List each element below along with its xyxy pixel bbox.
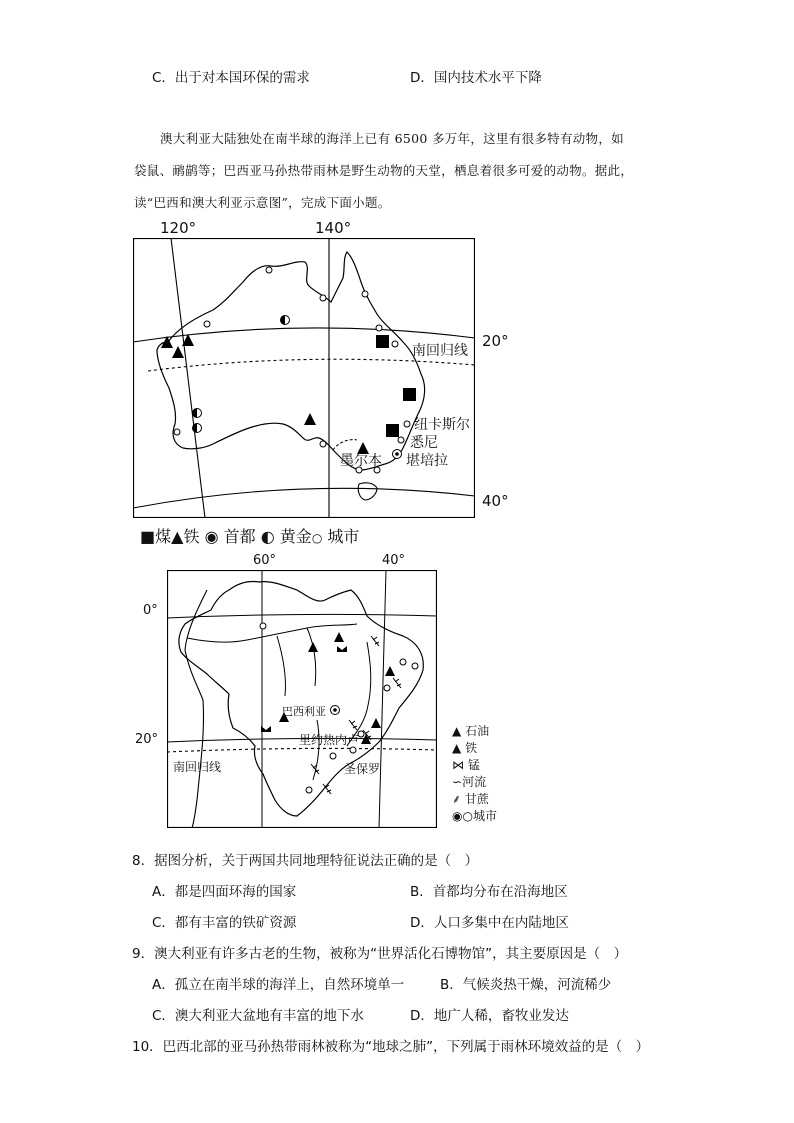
city-marker	[260, 623, 266, 629]
q9-option-c: C．澳大利亚大盆地有丰富的地下水	[152, 1008, 364, 1024]
passage-line-2: 袋鼠、鸸鹋等；巴西亚马孙热带雨林是野生动物的天堂，栖息着很多可爱的动物。据此，	[134, 163, 634, 178]
map-frame	[168, 571, 437, 828]
tropic-label-br: 南回归线	[173, 760, 222, 774]
legend-oil: ▲ 石油	[452, 724, 490, 738]
q9-option-d: D．地广人稀，畜牧业发达	[410, 1008, 569, 1024]
coal-marker	[403, 388, 416, 401]
q8-option-a: A．都是四面环海的国家	[152, 884, 297, 900]
coal-legend-label: 煤	[155, 527, 172, 546]
lat-0-label: 0°	[143, 603, 158, 618]
city-rio-label: 里约热内卢	[299, 733, 360, 747]
city-newcastle-label: 纽卡斯尔	[414, 417, 470, 433]
tropic-label-au: 南回归线	[412, 343, 468, 359]
capital-legend-label: 首都	[223, 527, 256, 546]
city-marker	[204, 321, 210, 327]
gold-marker	[193, 424, 202, 433]
gold-marker	[281, 316, 290, 325]
city-newcastle-marker	[404, 421, 410, 427]
city-marker	[400, 659, 406, 665]
river	[307, 628, 316, 686]
iron-legend-icon: ▲	[171, 527, 184, 546]
q8-stem: 8．据图分析，关于两国共同地理特征说法正确的是（ ）	[132, 853, 479, 869]
q10-stem: 10．巴西北部的亚马孙热带雨林被称为“地球之肺”，下列属于雨林环境效益的是（ ）	[132, 1039, 650, 1055]
city-saopaulo-label: 圣保罗	[344, 762, 381, 776]
city-marker	[376, 325, 382, 331]
city-marker	[320, 295, 326, 301]
q8-option-c: C．都有丰富的铁矿资源	[152, 915, 297, 931]
city-legend-icon: ◉○	[452, 809, 473, 823]
city-sydney-label: 悉尼	[410, 435, 438, 451]
brazil-map-canvas	[167, 570, 437, 828]
city-melbourne-label: 墨尔本	[340, 453, 382, 469]
q9-option-b: B．气候炎热干燥，河流稀少	[440, 977, 612, 993]
lon-120-label: 120°	[160, 219, 197, 237]
coal-legend-icon: ■	[140, 527, 156, 546]
legend-city: ◉○城市	[452, 809, 497, 823]
city-marker	[266, 267, 272, 273]
meridian-40	[379, 570, 386, 828]
equator	[167, 614, 437, 618]
city-marker	[174, 429, 180, 435]
legend-sugarcane: ⸙ 甘蔗	[452, 792, 489, 806]
iron-marker	[334, 632, 344, 642]
iron-marker	[304, 413, 316, 425]
city-marker	[306, 787, 312, 793]
city-marker	[412, 663, 418, 669]
oil-marker	[385, 666, 395, 676]
passage-line-1: 澳大利亚大陆独处在南半球的海洋上已有 6500 多万年，这里有很多特有动物，如	[160, 131, 624, 146]
coal-marker	[386, 424, 399, 437]
lon-60-label: 60°	[253, 553, 277, 568]
river	[277, 636, 286, 696]
city-marker	[362, 291, 368, 297]
gold-marker	[193, 409, 202, 418]
iron-legend-label: 铁	[183, 527, 200, 546]
tasmania-outline	[358, 483, 377, 500]
city-marker	[320, 441, 326, 447]
gold-legend-icon: ◐	[260, 527, 275, 546]
city-legend-label: 城市	[327, 527, 360, 546]
q9-stem: 9．澳大利亚有许多古老的生物，被称为“世界活化石博物馆”，其主要原因是（ ）	[132, 946, 628, 962]
river-legend-icon: ∽	[452, 775, 463, 789]
city-brasilia-label: 巴西利亚	[282, 705, 326, 718]
parallel-40	[133, 488, 475, 508]
q8-option-d: D．人口多集中在内陆地区	[410, 915, 569, 931]
city-sydney-marker	[398, 437, 404, 443]
city-saopaulo-marker	[330, 753, 336, 759]
oil-legend-icon: ▲	[452, 724, 462, 738]
legend-river: ∽河流	[452, 775, 487, 789]
lat-40-label: 40°	[482, 492, 509, 510]
city-legend-icon: ○	[311, 531, 323, 545]
border-dash	[333, 440, 357, 450]
capital-legend-icon: ◉	[204, 527, 219, 546]
iron-marker	[172, 346, 184, 358]
q8-option-b: B．首都均分布在沿海地区	[410, 884, 568, 900]
australia-map-canvas	[133, 238, 475, 518]
sugarcane-legend-icon: ⸙	[452, 792, 462, 806]
tropic-line-br	[167, 748, 437, 752]
q7-option-d: D．国内技术水平下降	[410, 70, 542, 86]
amazon-river	[187, 624, 357, 642]
australia-legend	[140, 524, 359, 547]
coal-marker	[376, 335, 389, 348]
city-marker	[384, 685, 390, 691]
lat-20-label-br: 20°	[135, 732, 159, 747]
legend-iron: ▲ 铁	[452, 741, 478, 755]
city-canberra-label: 堪培拉	[406, 453, 448, 469]
manganese-marker	[337, 646, 347, 652]
lat-20-label: 20°	[482, 332, 509, 350]
legend-manganese: ⋈ 锰	[452, 758, 480, 772]
lon-40-label: 40°	[382, 553, 406, 568]
iron-legend-icon: ▲	[452, 741, 462, 755]
iron-marker	[371, 718, 381, 728]
meridian-120	[171, 238, 205, 518]
q9-option-a: A．孤立在南半球的海洋上，自然环境单一	[152, 977, 405, 993]
oil-marker	[308, 642, 318, 652]
australia-outline	[157, 252, 425, 470]
manganese-legend-icon: ⋈	[452, 758, 464, 772]
gold-legend-label: 黄金	[279, 527, 312, 546]
passage-line-3: 读“巴西和澳大利亚示意图”，完成下面小题。	[134, 195, 391, 210]
q7-option-c: C．出于对本国环保的需求	[152, 70, 310, 86]
city-marker	[392, 341, 398, 347]
coastline-west	[185, 590, 207, 828]
tropic-line	[148, 359, 475, 371]
lon-140-label: 140°	[315, 219, 352, 237]
